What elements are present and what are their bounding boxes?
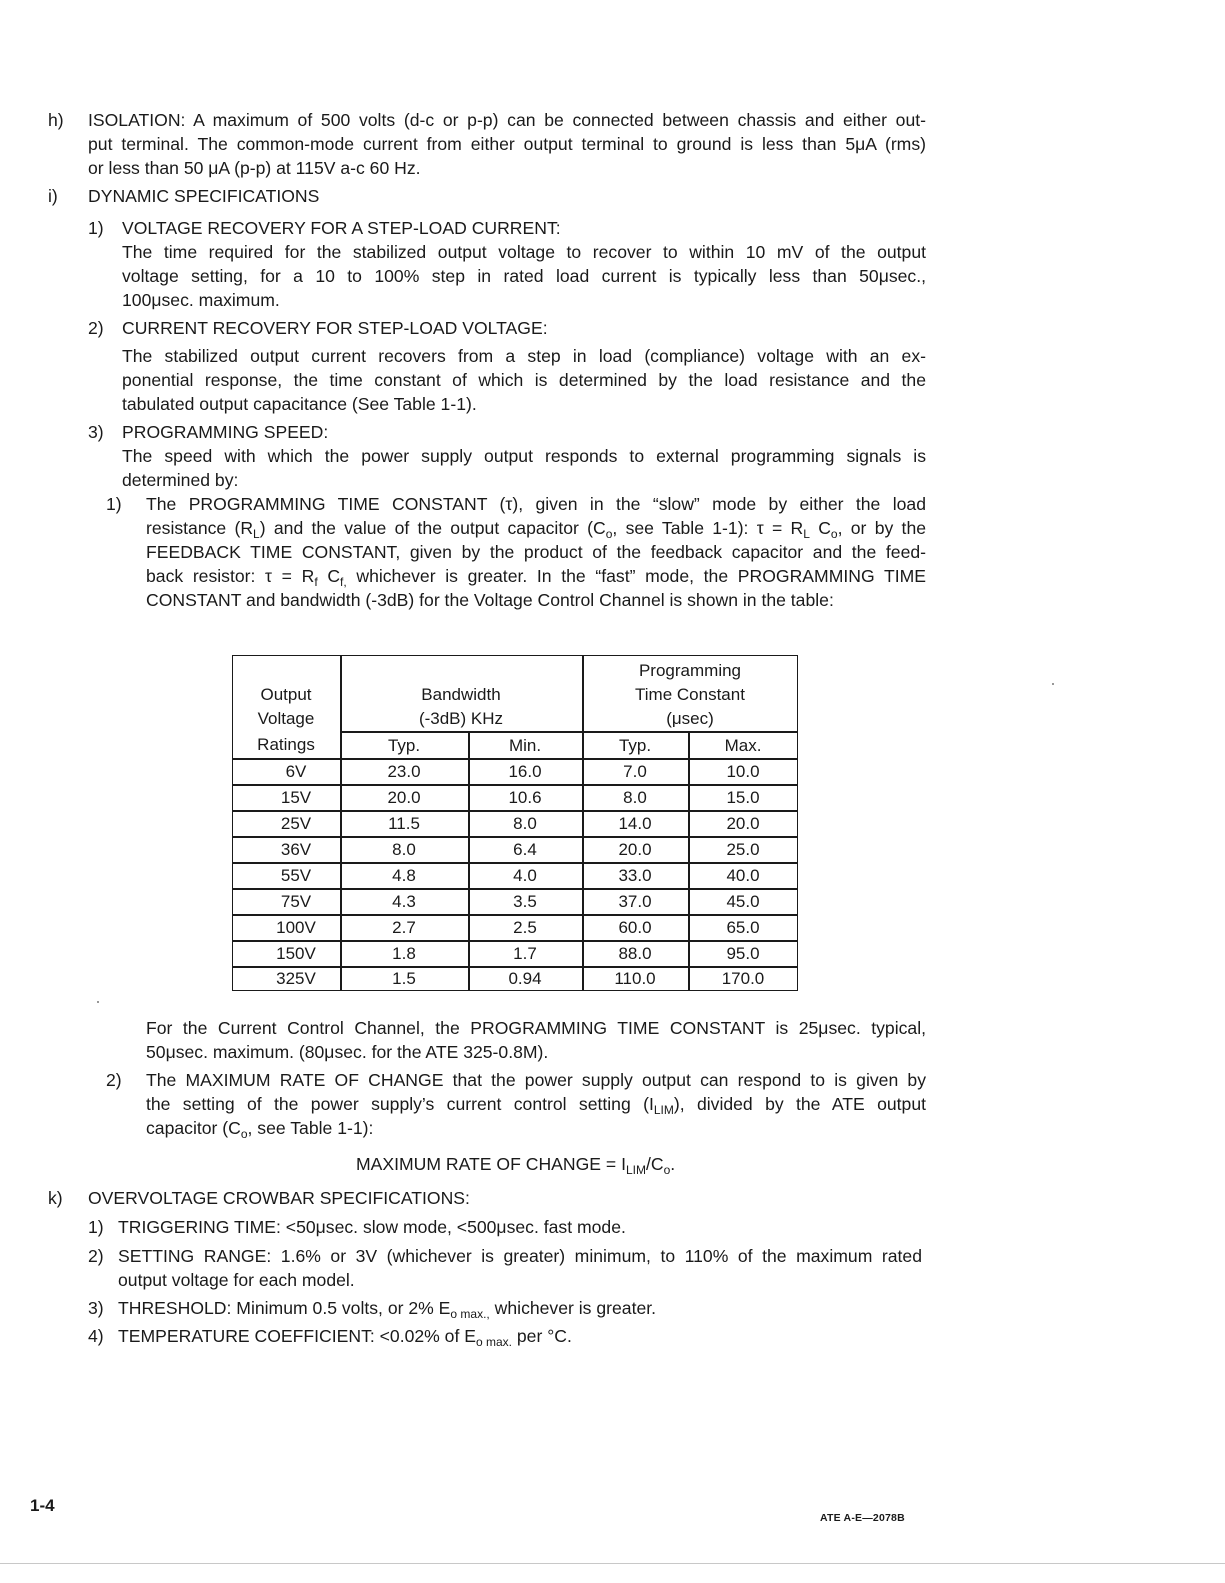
- cell-bw-typ: 2.7: [392, 918, 416, 937]
- item-i3-heading: PROGRAMMING SPEED:: [122, 422, 329, 442]
- after-table-line-2: 50μsec. maximum. (80μsec. for the ATE 325-0.8M).: [146, 1042, 549, 1062]
- header-ptc-typ: Typ.: [618, 736, 652, 755]
- header-ptc-max: Max.: [724, 736, 762, 755]
- sub2-line-2: the setting of the power supply’s current control setting $(I_{LIM})$, divided by the ATE output: [146, 1094, 926, 1117]
- header-bw-min: Min.: [508, 736, 542, 755]
- item-i1-heading: VOLTAGE RECOVERY FOR A STEP-LOAD CURRENT:: [122, 218, 561, 238]
- sub1-line-2: resistance $(R_L)$ and the value of the output capacitor ($C_o$, see Table 1-1): $\tau = R_L$ $C_o$, or by the: [146, 518, 927, 541]
- cell-ptc-max: 95.0: [726, 944, 760, 963]
- k2-body: [118, 1244, 922, 1292]
- sub1-line-4: back resistor: $\tau = R_f$ $C_{f,}$ whichever is greater. In the “fast” mode, the PROGRAMMING TIME: [146, 566, 926, 589]
- cell-bw-min: 3.5: [513, 892, 537, 911]
- section-k-heading: OVERVOLTAGE CROWBAR SPECIFICATIONS:: [88, 1188, 470, 1208]
- table-hline-header: [340, 731, 798, 733]
- cell-ptc-max: 15.0: [726, 788, 760, 807]
- cell-rating: 25V: [280, 814, 312, 833]
- cell-bw-typ: 1.5: [392, 969, 416, 988]
- cell-rating: 75V: [280, 892, 312, 911]
- section-h-marker: h): [48, 110, 64, 130]
- cell-rating: 100V: [276, 918, 316, 937]
- programming-speed-table: [232, 655, 798, 991]
- cell-bw-min: 0.94: [508, 969, 542, 988]
- cell-ptc-max: 65.0: [726, 918, 760, 937]
- section-i-heading: DYNAMIC SPECIFICATIONS: [88, 186, 320, 206]
- cell-rating: 36V: [280, 840, 312, 859]
- cell-bw-typ: 4.8: [392, 866, 416, 885]
- sub2-marker: 2): [106, 1070, 122, 1090]
- cell-rating: 55V: [280, 866, 312, 885]
- sub2-body: [146, 1068, 926, 1140]
- item-i1-body: [122, 240, 926, 312]
- header-programming: Programming: [638, 661, 742, 680]
- item-i1-line-2: voltage setting, for a 10 to 100% step in rated load current is typically less than 50μsec.,: [122, 266, 926, 286]
- cell-ptc-typ: 8.0: [623, 788, 647, 807]
- section-h-line-2: put terminal. The common-mode current from either output terminal to ground is less than 5μA (rms): [88, 134, 926, 154]
- cell-rating: 150V: [276, 944, 316, 963]
- cell-bw-min: 16.0: [508, 762, 542, 781]
- rate-of-change-equation: MAXIMUM RATE OF CHANGE = $I_{LIM}/C_o$.: [356, 1154, 676, 1177]
- k1-marker: 1): [88, 1217, 104, 1237]
- cell-ptc-max: 10.0: [726, 762, 760, 781]
- sub1-line-5: CONSTANT and bandwidth (-3dB) for the Voltage Control Channel is shown in the table:: [146, 590, 834, 610]
- cell-bw-min: 4.0: [513, 866, 537, 885]
- scan-speck: [1052, 683, 1054, 685]
- k4-text: TEMPERATURE COEFFICIENT: <0.02% of $E_{o max.}$ per °C.: [118, 1326, 572, 1349]
- header-ptc-unit: (μsec): [666, 709, 714, 728]
- k3-marker: 3): [88, 1298, 104, 1318]
- cell-ptc-max: 40.0: [726, 866, 760, 885]
- sub1-body: [146, 492, 926, 612]
- cell-ptc-max: 20.0: [726, 814, 760, 833]
- section-h-line-1: ISOLATION: A maximum of 500 volts (d-c or p-p) can be connected between chassis and either out-: [88, 110, 926, 130]
- section-h-text: [88, 108, 926, 180]
- cell-ptc-typ: 7.0: [623, 762, 647, 781]
- item-i2-heading: CURRENT RECOVERY FOR STEP-LOAD VOLTAGE:: [122, 318, 548, 338]
- scan-speck: [97, 1001, 99, 1003]
- cell-rating: 325V: [276, 969, 316, 988]
- cell-ptc-max: 170.0: [721, 969, 765, 988]
- after-table-text: [146, 1016, 926, 1064]
- scan-bottom-edge: [0, 1563, 1225, 1564]
- cell-ptc-max: 25.0: [726, 840, 760, 859]
- section-i-marker: i): [48, 186, 58, 206]
- cell-bw-typ: 8.0: [392, 840, 416, 859]
- item-i2-body: [122, 344, 926, 416]
- cell-bw-typ: 20.0: [387, 788, 421, 807]
- cell-bw-min: 8.0: [513, 814, 537, 833]
- cell-ptc-max: 45.0: [726, 892, 760, 911]
- item-i1-marker: 1): [88, 218, 104, 238]
- item-i3-body: [122, 444, 926, 492]
- sub2-line-1: The MAXIMUM RATE OF CHANGE that the power supply output can respond to is given by: [146, 1070, 926, 1090]
- item-i2-line-1: The stabilized output current recovers from a step in load (compliance) voltage with an ex-: [122, 346, 926, 366]
- item-i3-line-2: determined by:: [122, 470, 239, 490]
- cell-rating: 15V: [280, 788, 312, 807]
- k1-text: TRIGGERING TIME: <50μsec. slow mode, <500μsec. fast mode.: [118, 1217, 626, 1237]
- sub1-line-3: FEEDBACK TIME CONSTANT, given by the product of the feedback capacitor and the feed-: [146, 542, 926, 562]
- cell-ptc-typ: 60.0: [618, 918, 652, 937]
- cell-bw-min: 2.5: [513, 918, 537, 937]
- item-i3-marker: 3): [88, 422, 104, 442]
- cell-bw-min: 1.7: [513, 944, 537, 963]
- cell-bw-min: 10.6: [508, 788, 542, 807]
- document-code: ATE A-E—2078B: [820, 1512, 905, 1524]
- cell-bw-typ: 4.3: [392, 892, 416, 911]
- section-k-marker: k): [48, 1188, 63, 1208]
- cell-ptc-typ: 20.0: [618, 840, 652, 859]
- cell-ptc-typ: 110.0: [614, 969, 656, 988]
- k4-marker: 4): [88, 1326, 104, 1346]
- cell-bw-typ: 1.8: [392, 944, 416, 963]
- header-time-constant: Time Constant: [635, 685, 745, 704]
- item-i2-line-3: tabulated output capacitance (See Table 1-1).: [122, 394, 477, 414]
- header-bandwidth: Bandwidth: [421, 685, 501, 704]
- cell-ptc-typ: 37.0: [618, 892, 652, 911]
- k3-text: THRESHOLD: Minimum 0.5 volts, or 2% $E_{o max.,}$ whichever is greater.: [118, 1298, 657, 1321]
- sub1-line-1: The PROGRAMMING TIME CONSTANT (τ), given in the “slow” mode by either the load: [146, 494, 926, 514]
- k2-line-2: output voltage for each model.: [118, 1270, 355, 1290]
- item-i2-marker: 2): [88, 318, 104, 338]
- header-voltage: Voltage: [257, 709, 315, 728]
- cell-rating: 6V: [285, 762, 307, 781]
- cell-ptc-typ: 88.0: [618, 944, 652, 963]
- item-i2-line-2: ponential response, the time constant of which is determined by the load resistance and the: [122, 370, 926, 390]
- page-number: 1-4: [30, 1496, 55, 1515]
- item-i1-line-3: 100μsec. maximum.: [122, 290, 280, 310]
- item-i3-line-1: The speed with which the power supply output responds to external programming signals is: [122, 446, 926, 466]
- cell-ptc-typ: 14.0: [618, 814, 652, 833]
- after-table-line-1: For the Current Control Channel, the PROGRAMMING TIME CONSTANT is 25μsec. typical,: [146, 1018, 926, 1038]
- cell-bw-typ: 11.5: [388, 814, 420, 833]
- sub2-line-3: capacitor ($C_o$, see Table 1-1):: [146, 1118, 374, 1141]
- header-output: Output: [260, 685, 312, 704]
- cell-ptc-typ: 33.0: [618, 866, 652, 885]
- item-i1-line-1: The time required for the stabilized output voltage to recover to within 10 mV of the output: [122, 242, 926, 262]
- cell-bw-min: 6.4: [513, 840, 537, 859]
- header-bw-typ: Typ.: [387, 736, 421, 755]
- k2-marker: 2): [88, 1246, 104, 1266]
- section-h-line-3: or less than 50 μA (p-p) at 115V a-c 60 Hz.: [88, 158, 421, 178]
- header-bandwidth-unit: (-3dB) KHz: [418, 709, 504, 728]
- sub1-marker: 1): [106, 494, 122, 514]
- k2-line-1: SETTING RANGE: 1.6% or 3V (whichever is greater) minimum, to 110% of the maximum rated: [118, 1246, 922, 1266]
- header-ratings: Ratings: [257, 735, 315, 754]
- cell-bw-typ: 23.0: [387, 762, 421, 781]
